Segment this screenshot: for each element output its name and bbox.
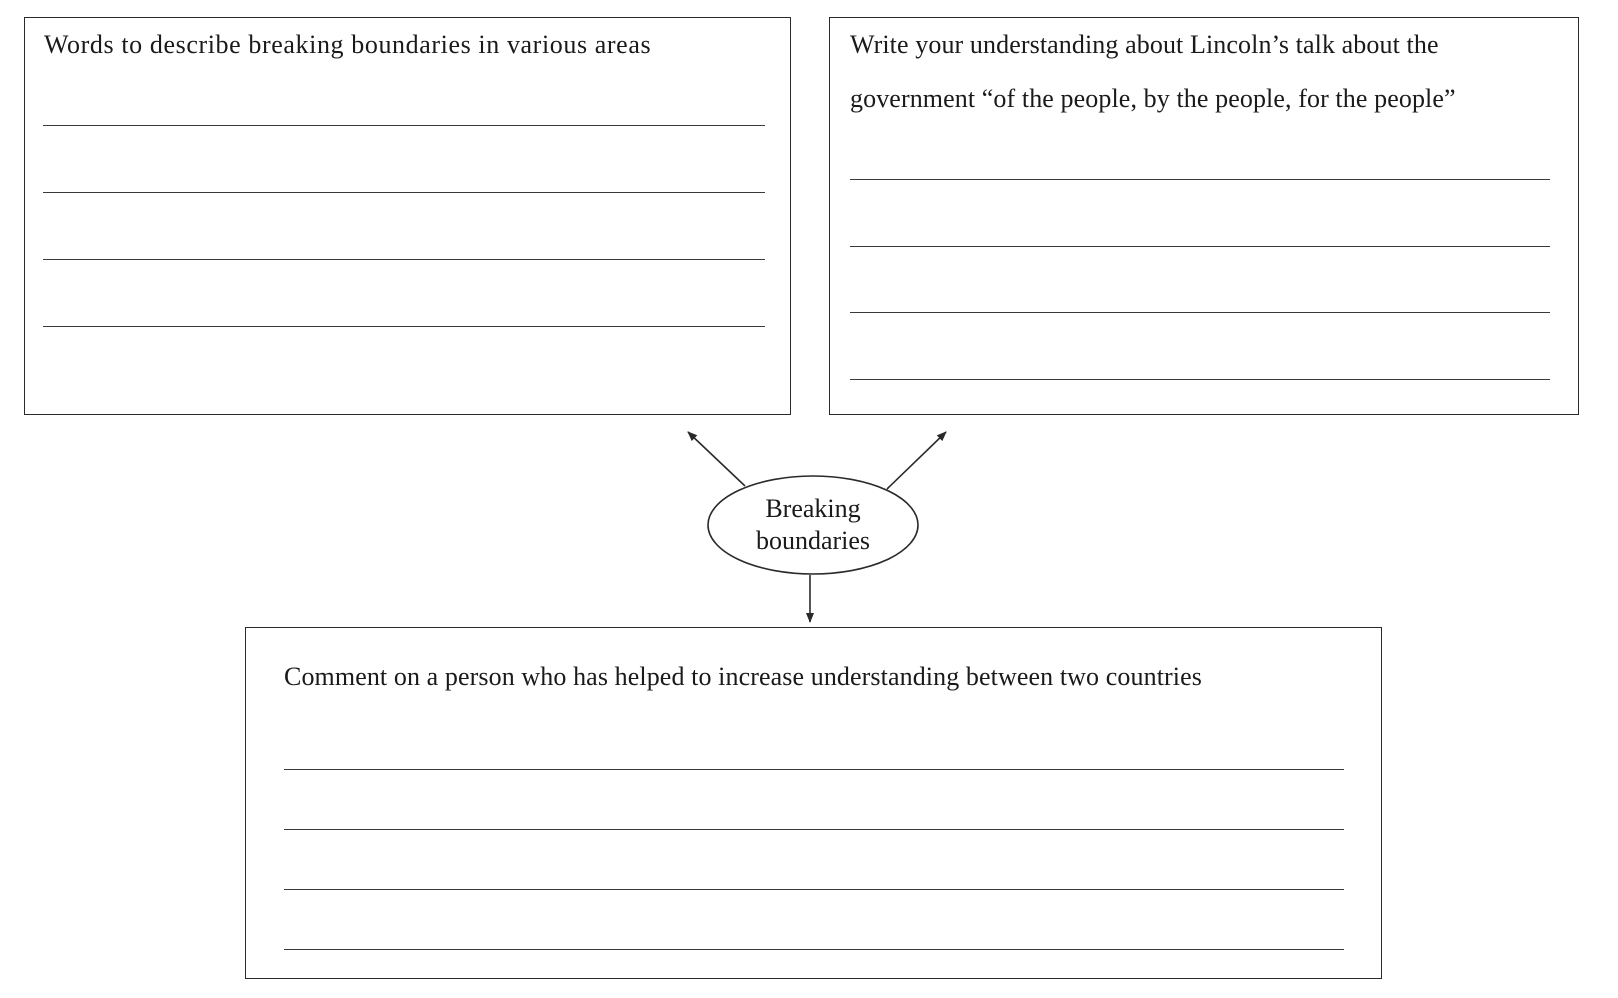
answer-line[interactable] [43,326,765,327]
center-label-line-1: Breaking [765,494,861,523]
answer-line[interactable] [850,312,1550,313]
answer-line[interactable] [284,769,1344,770]
center-label-line-2: boundaries [755,526,871,555]
answer-line[interactable] [850,246,1550,247]
right-answer-box [829,17,1579,415]
bottom-box-prompt: Comment on a person who has helped to increase understanding between two countries [284,662,1202,691]
answer-line[interactable] [43,125,765,126]
bottom-answer-box [245,627,1382,979]
answer-line[interactable] [850,379,1550,380]
answer-line[interactable] [43,192,765,193]
center-node-label [707,475,919,575]
answer-line[interactable] [284,949,1344,950]
right-box-prompt-line-2: government “of the people, by the people, for the people” [850,84,1456,113]
right-box-prompt-line-1: Write your understanding about Lincoln’s talk about the [850,30,1439,59]
left-box-prompt: Words to describe breaking boundaries in various areas [44,30,652,59]
answer-line[interactable] [43,259,765,260]
answer-line[interactable] [850,179,1550,180]
answer-line[interactable] [284,889,1344,890]
answer-line[interactable] [284,829,1344,830]
left-answer-box [24,17,791,415]
right-box-prompt [850,18,1570,126]
